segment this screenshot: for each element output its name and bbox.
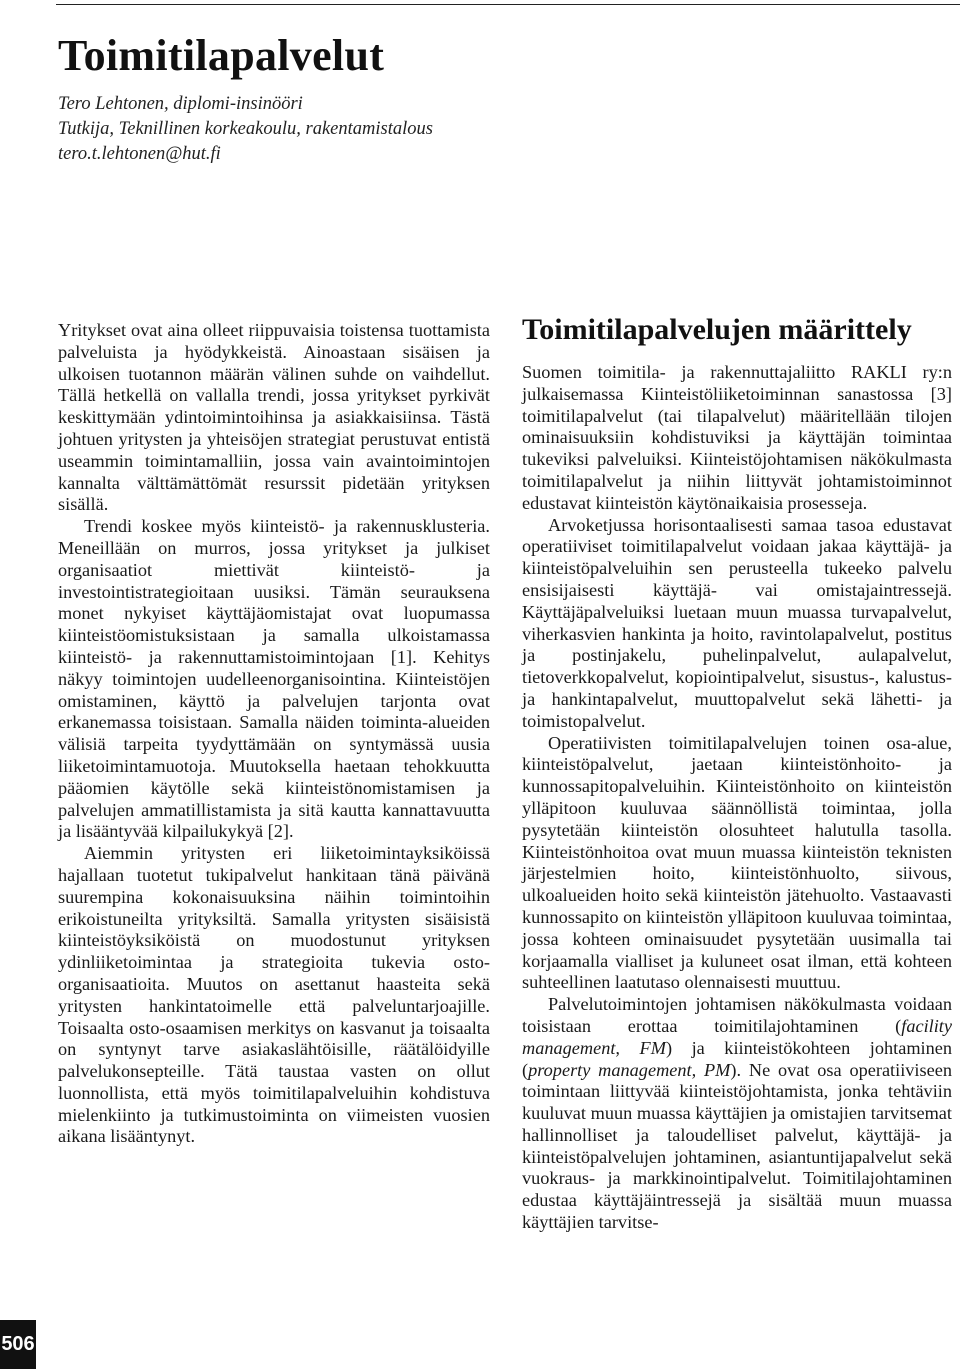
left-paragraph-3: Aiemmin yritysten eri liiketoimintayksiköissä hajallaan tuotetut tukipalvelut hankitaan tänä päivänä suurempina kokonaisuuksina näihin toimintoihin erikoistuneilta yrityksiltä. Samalla yritysten sisäisistä kiinteistöyksiköistä on muodostunut yrityksen ydinliiketoimintaa ja strategioita tukevia osto-organisaatioita. Muutos on asettanut haasteita sekä yritysten hankintatoimelle että palveluntarjoajille. Toisaalta osto-osaamisen merkitys on kasvanut ja toisaalta on syntynyt tarve asiakaslähtöisille, räätälöidyille palvelukonsepteille. Tätä taustaa vasten on ollut luonnollista, että myös toimitilapalveluihin kohdistuva mielenkiinto ja tutkimustoiminta on viimeisten vuosien aikana lisääntynyt. bbox=[58, 843, 490, 1147]
left-paragraph-2: Trendi koskee myös kiinteistö- ja rakennusklusteria. Meneillään on murros, jossa yritykset ja julkiset organisaatiot miettivät kiinteistö- ja investointistrategioitaan uusiksi. Tämän seurauksena monet nykyiset käyttäjäomistajat ovat luopumassa kiinteistöomistuksistaan ja samalla ulkoistamassa kiinteistö- ja rakennuttamistoimintojaan [1]. Kehitys näkyy toimintojen uudelleenorganisointina. Kiinteistöjen omistaminen, käyttö ja palvelujen tarjonta ovat erkanemassa toisistaan. Samalla näiden toiminta-alueiden välisiä tarpeita tyydyttämään on syntymässä uusia liiketoimintamuotoja. Muutoksella haetaan tehokkuutta pääomien käytölle sekä kiinteistönomistamisen ja palvelujen ammatillistamista ja sitä kautta kannattavuutta ja lisääntyvää kilpailukykyä [2]. bbox=[58, 516, 490, 842]
left-paragraph-1: Yritykset ovat aina olleet riippuvaisia toistensa tuottamista palveluista ja hyödykkeistä. Ainoastaan sisäisen ja ulkoisen tuotannon määrän välinen suhde on vaihdellut. Tällä hetkellä on vallalla trendi, jossa yritykset pyrkivät keskittymään ydintoimintoihinsa ja asiakkaisiinsa. Tästä johtuen yritysten ja yhteisöjen strategiat perustuvat entistä useammin toimintamalliin, jossa vain avaintoimintojen kannalta välttämättömät resurssit pidetään yrityksen sisällä. bbox=[58, 320, 490, 515]
term-facility-management: facility management, FM bbox=[522, 1015, 952, 1058]
page-number: 506 bbox=[1, 1333, 35, 1355]
section-heading: Toimitilapalvelujen määrittely bbox=[522, 313, 912, 346]
right-paragraph-4-part-3: ). Ne ovat osa operatiiviseen toimintaan liittyvää kiinteistöjohtamista, jonka tehtäviin kuuluvat muun muassa käyttäjien ja omistajien tarvitsemat hallinnolliset ja taloudelliset palvelut, käyttäjä- ja kiinteistöpalvelujen johtaminen, asiantuntijapalvelut sekä vuokraus- ja markkinointipalvelut. Toimitilajohtaminen edustaa käyttäjäintressejä ja sisältää muun muassa käyttäjien tarvitse- bbox=[522, 1059, 952, 1233]
right-paragraph-4-part-2: ) ja kiinteistökohteen johtaminen ( bbox=[522, 1037, 953, 1080]
right-paragraph-1: Suomen toimitila- ja rakennuttajaliitto RAKLI ry:n julkaisemassa Kiinteistöliiketoiminnan sanastossa [3] toimitilapalvelut (tai tilapalvelut) määritellään tilojen ominaisuuksiin kohdistuviksi ja käyttäjän toimintaa tukeviksi palveluiksi. Kiinteistöjohtamisen näkökulmasta toimitilapalvelut ja niihin liittyvät johtamistoiminnot edustavat kiinteistön käytönaikaisia prosesseja. bbox=[522, 362, 952, 513]
top-rule bbox=[56, 4, 960, 5]
left-column bbox=[58, 320, 490, 1148]
page-number-tab bbox=[0, 1320, 36, 1369]
author-email: tero.t.lehtonen@hut.fi bbox=[58, 144, 221, 164]
author-affiliation: Tutkija, Teknillinen korkeakoulu, rakentamistalous bbox=[58, 119, 433, 139]
author-block bbox=[58, 92, 433, 167]
term-property-management: property management, PM bbox=[528, 1059, 731, 1080]
right-column bbox=[522, 310, 952, 1234]
right-paragraph-4 bbox=[522, 994, 952, 1234]
author-name: Tero Lehtonen, diplomi-insinööri bbox=[58, 94, 303, 114]
page-title: Toimitilapalvelut bbox=[58, 31, 385, 80]
right-paragraph-2: Arvoketjussa horisontaalisesti samaa tasoa edustavat operatiiviset toimitilapalvelut voidaan jakaa käyttäjä- ja kiinteistöpalveluihin sen perusteella tukeeko palvelu ensisijaisesti käyttäjä- vai omistajaintressejä. Käyttäjäpalveluiksi luetaan muun muassa turvapalvelut, viherkasvien hankinta ja hoito, ravintolapalvelut, postitus ja postinjakelu, puhelinpalvelut, aulapalvelut, tietoverkkopalvelut, kopiointipalvelut, sisustus-, kalustus- ja hankintapalvelut, muuttopalvelut sekä lähetti- ja toimistopalvelut. bbox=[522, 514, 952, 731]
right-paragraph-4-part-1: Palvelutoimintojen johtamisen näkökulmasta voidaan toisistaan erottaa toimitilajohtaminen ( bbox=[522, 994, 952, 1036]
right-paragraph-3: Operatiivisten toimitilapalvelujen toinen osa-alue, kiinteistöpalvelut, jaetaan kiinteistönhoito- ja kunnossapitopalveluihin. Kiinteistönhoito on kiinteistön ylläpitoon kuuluvaa säännöllistä toimintaa, jolla pysytetään kiinteistön olosuhteet halutulla tasolla. Kiinteistönhoitoa ovat muun muassa kiinteistön teknisten järjestelmien hoito, kiinteistönhuolto, siivous, ulkoalueiden hoito sekä kiinteistön jätehuolto. Vastaavasti kunnossapito on kiinteistön ylläpitoon kuuluvaa toimintaa, jossa kohteen ominaisuudet pysytetään uusimalla tai korjaamalla vialliset ja kuluneet osat ilman, että kohteen suhteellinen laatutaso olennaisesti muuttuu. bbox=[522, 732, 952, 993]
